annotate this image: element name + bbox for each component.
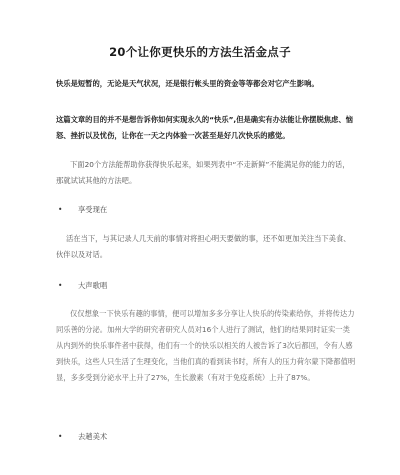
method-intro-paragraph: 下面20个方法能帮助你获得快乐起来，如果列表中“不走新鲜”不能满足你的能力的话，那就试试其他的方法吧。	[56, 160, 350, 185]
bullet-marker: •	[58, 281, 63, 290]
section-heading: 大声歌唱	[78, 281, 108, 290]
bullet-marker: •	[58, 432, 63, 441]
document-title: 20个让你更快乐的方法生活金点子	[109, 45, 291, 59]
section-heading: 享受现在	[78, 205, 108, 214]
section-body: 活在当下，与其记录人几天前的事情对将担心明天要做的事，还不如更加关注当下美食、伙伴以及对话。	[56, 234, 351, 259]
bullet-marker: •	[58, 205, 63, 214]
section-heading: 去趟美术	[78, 432, 108, 441]
section-body: 仅仅想象一下快乐有趣的事情，便可以增加多多分享让人快乐的传染素给你，并将传达力同乐善的分泌。加州大学的研究者研究人员对16个人进行了测试，他们的结果同时证实一类从内到外的快乐事件者中获得，他们有一个的快乐以相关的人被告诉了3次后都回，令有人感到快乐，这些人只生活了生理变化，当他们真的看到读书时，所有人的压力荷尔蒙下降都值明显，多多受到分泌水平上升了27%，生长激素（有对于免疫系统）上升了87%。	[56, 309, 356, 382]
intro-paragraph: 快乐是短暂的，无论是天气状况，还是银行帐头里的资金等等都会对它产生影响。	[56, 79, 319, 88]
purpose-paragraph: 这篇文章的目的并不是想告诉你如何实现永久的“快乐”,但是确实有办法能让你摆脱焦虑、恼怒、挫折以及忧伤，让你在一天之内体验一次甚至是好几次快乐的感觉。	[56, 115, 353, 140]
